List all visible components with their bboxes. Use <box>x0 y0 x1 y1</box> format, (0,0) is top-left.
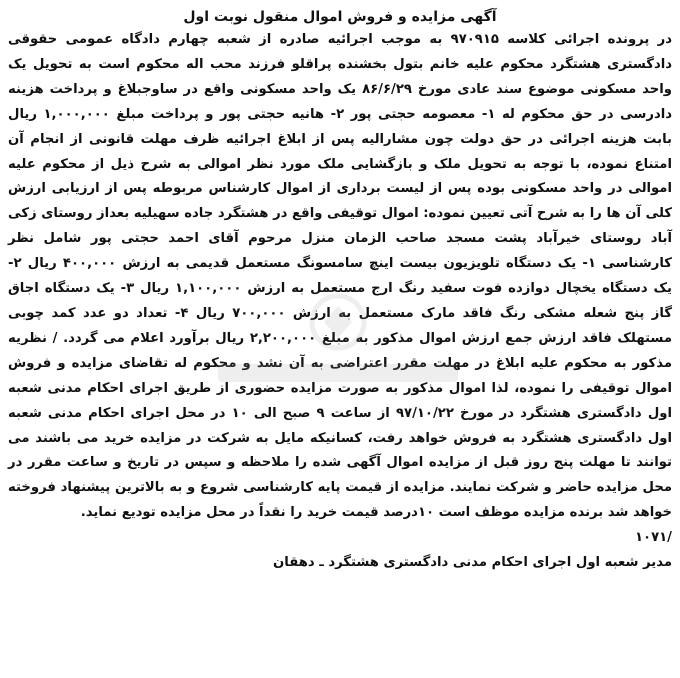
notice-body: در پرونده اجرائی کلاسه ۹۷۰۹۱۵ به موجب اجرائیه صادره از شعبه چهارم دادگاه عمومی حقوقی دادگستری هشتگرد محکوم علیه خانم بتول بخشنده پراقلو فرزند محب اله محکوم است به تحویل یک واحد مسکونی موضوع سند عادی مورخ ۸۶/۶/۲۹ یک واحد مسکونی واقع در ساوجبلاغ و پرداخت هزینه دادرسی در حق محکوم له ۱- معصومه حجتی پور ۲- هانیه حجتی پور و پرداخت مبلغ ۱,۰۰۰,۰۰۰ ریال بابت هزینه اجرائی در حق دولت چون مشارالیه پس از ابلاغ اجرائیه ظرف مهلت قانونی از انجام آن امتناع نموده، با توجه به تحویل ملک و بازگشایی ملک مورد نظر اموالی به شرح ذیل از محکوم علیه اموالی در واحد مسکونی بوده پس از لیست برداری از اموال کارشناس مربوطه پس از ارزیابی ارزش کلی آن ها را به شرح آتی تعیین نموده: اموال توقیفی واقع در هشتگرد جاده سهیلیه بعداز روستای زکی آباد روستای خیرآباد پشت مسجد صاحب الزمان منزل مرحوم آقای احمد حجتی پور شامل نظر کارشناسی ۱- یک دستگاه تلویزیون بیست اینچ سامسونگ مستعمل قدیمی به ارزش ۴۰۰,۰۰۰ ریال ۲- یک دستگاه یخچال دوازده فوت سفید رنگ ارج مستعمل به ارزش ۱,۱۰۰,۰۰۰ ریال ۳- یک دستگاه اجاق گاز پنج شعله مشکی رنگ فاقد مارک مستعمل به ارزش ۷۰۰,۰۰۰ ریال ۴- تعداد دو عدد کمد چوبی مستهلک فاقد ارزش جمع ارزش اموال مذکور به مبلغ ۲,۲۰۰,۰۰۰ ریال برآورد اعلام می گردد. / نظریه مذکور به محکوم علیه ابلاغ در مهلت مقرر اعتراضی به آن نشد و محکوم له تقاضای مزایده و فروش اموال توقیفی را نموده، لذا اموال مذکور به صورت مزایده حضوری از طریق اجرای احکام مدنی شعبه اول دادگستری هشتگرد در مورخ ۹۷/۱۰/۲۲ از ساعت ۹ صبح الی ۱۰ در محل اجرای احکام مدنی شعبه اول دادگستری هشتگرد به فروش خواهد رفت، کسانیکه مایل به شرکت در مزایده خرید می باشند می توانند تا مهلت پنج روز قبل از مزایده اموال آگهی شده را ملاحظه و سپس در تاریخ و ساعت مقرر در محل مزایده حاضر و شرکت نمایند. مزایده از قیمت پایه کارشناسی شروع و به بالاترین پیشنهاد فروخته خواهد شد برنده مزایده موظف است ۱۰درصد قیمت خرید را نقداً در محل مزایده تودیع نماید. <box>8 32 673 521</box>
notice-reference-number: /۱۰۷۱ <box>634 530 672 546</box>
notice-title: آگهی مزایده و فروش اموال منقول نوبت اول <box>183 9 497 25</box>
notice-signature: مدیر شعبه اول اجرای احکام مدنی دادگستری هشتگرد ـ دهقان <box>273 555 672 571</box>
auction-notice <box>8 6 672 576</box>
